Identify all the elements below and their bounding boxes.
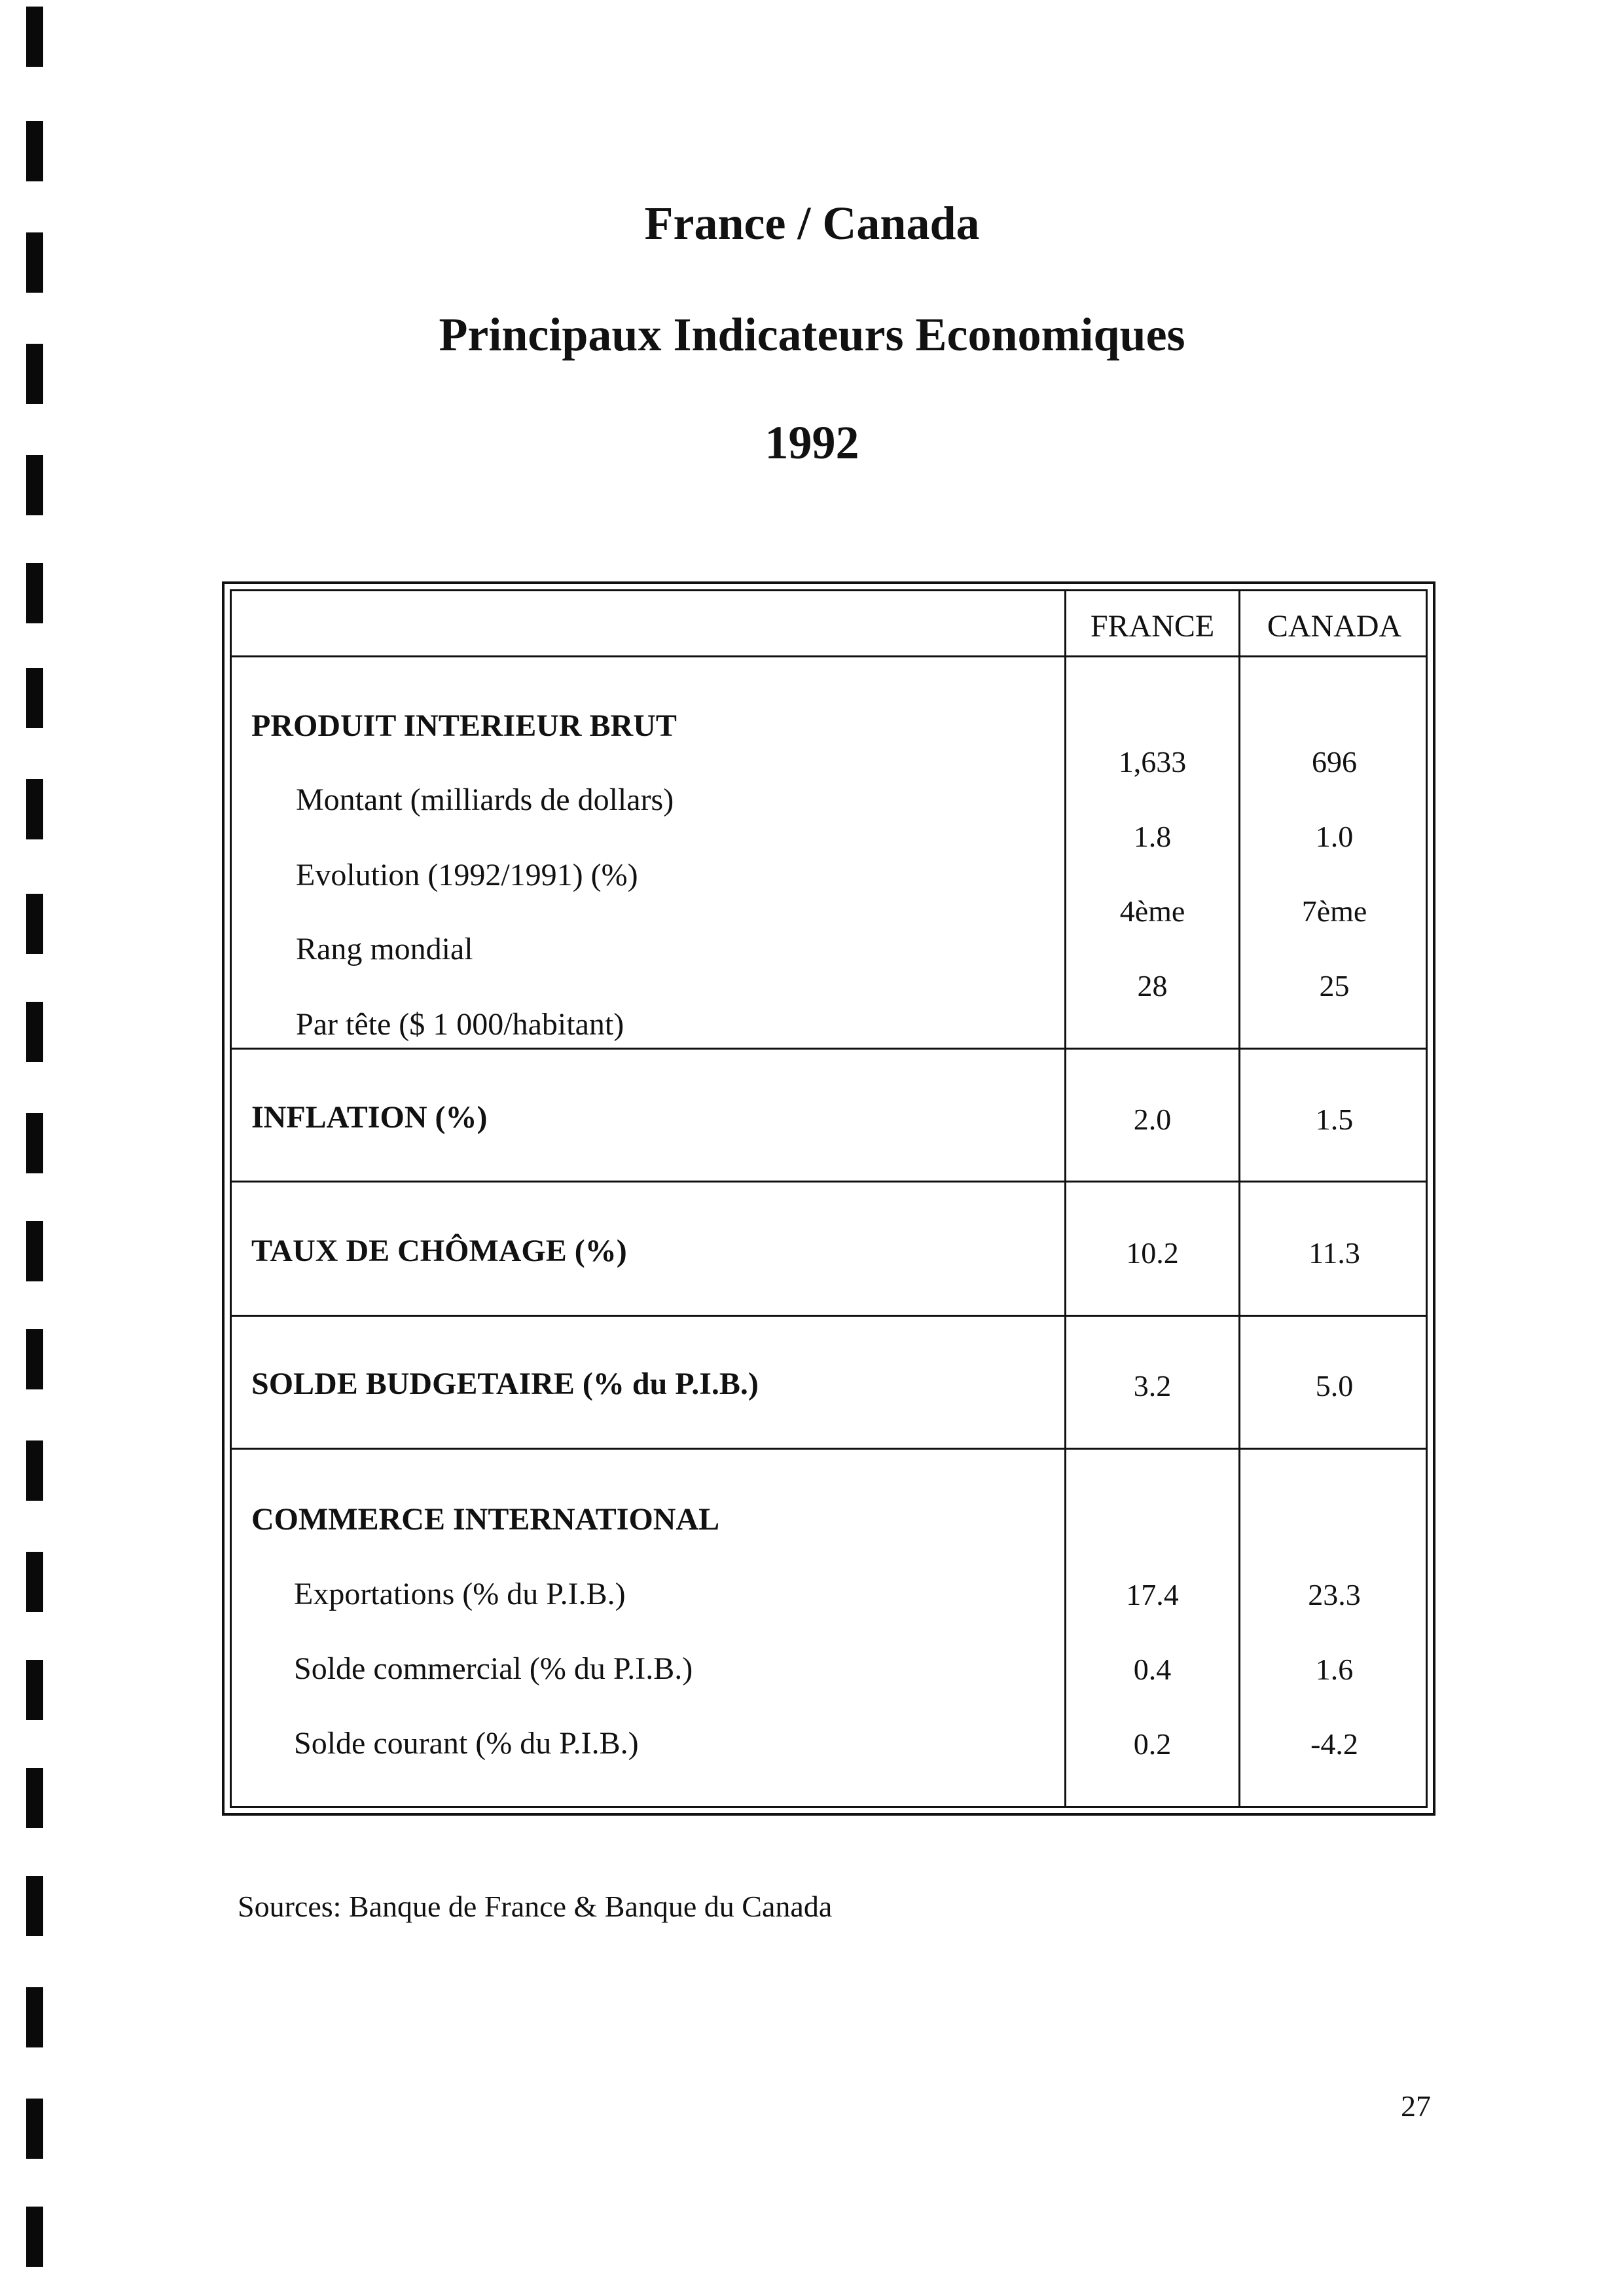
value-canada: -4.2 <box>1310 1727 1358 1761</box>
section-heading-inflation: INFLATION (%) <box>251 1100 488 1135</box>
value-france: 28 <box>1137 969 1168 1002</box>
row-label: Evolution (1992/1991) (%) <box>296 858 638 892</box>
value-canada: 5.0 <box>1315 1369 1354 1403</box>
binding-hole <box>26 1221 43 1281</box>
value-canada: 25 <box>1319 969 1350 1002</box>
binding-hole <box>26 1113 43 1173</box>
row-label: Solde courant (% du P.I.B.) <box>294 1726 639 1761</box>
binding-hole <box>26 1329 43 1389</box>
row-label: Rang mondial <box>296 932 473 966</box>
binding-hole <box>26 668 43 728</box>
binding-hole <box>26 1768 43 1828</box>
binding-hole <box>26 1987 43 2047</box>
page-year: 1992 <box>765 416 859 469</box>
indicators-table <box>222 581 1435 1816</box>
row-label: Exportations (% du P.I.B.) <box>294 1577 626 1611</box>
value-france: 0.4 <box>1133 1653 1172 1686</box>
binding-hole <box>26 1440 43 1501</box>
row-divider <box>232 1048 1426 1050</box>
page-number: 27 <box>1401 2089 1431 2123</box>
page-subtitle: Principaux Indicateurs Economiques <box>439 308 1185 361</box>
source-note: Sources: Banque de France & Banque du Canada <box>238 1890 833 1923</box>
row-divider <box>232 1315 1426 1317</box>
binding-hole <box>26 1876 43 1936</box>
value-canada: 1.6 <box>1315 1653 1354 1686</box>
value-france: 2.0 <box>1133 1103 1172 1136</box>
section-heading-budget: SOLDE BUDGETAIRE (% du P.I.B.) <box>251 1367 759 1401</box>
row-label: Solde commercial (% du P.I.B.) <box>294 1651 693 1686</box>
binding-hole <box>26 1552 43 1612</box>
value-france: 1,633 <box>1118 745 1187 779</box>
binding-hole <box>26 7 43 67</box>
binding-hole <box>26 2099 43 2159</box>
section-heading-commerce: COMMERCE INTERNATIONAL <box>251 1502 720 1537</box>
binding-hole <box>26 779 43 839</box>
value-canada: 7ème <box>1301 894 1367 928</box>
binding-hole <box>26 1660 43 1720</box>
value-france: 10.2 <box>1126 1236 1179 1270</box>
value-canada: 11.3 <box>1308 1236 1360 1270</box>
binding-hole <box>26 1002 43 1062</box>
section-heading-pib: PRODUIT INTERIEUR BRUT <box>251 708 677 743</box>
value-canada: 23.3 <box>1308 1578 1361 1611</box>
binding-hole <box>26 894 43 954</box>
section-heading-chomage: TAUX DE CHÔMAGE (%) <box>251 1234 627 1268</box>
page-title: France / Canada <box>644 197 980 249</box>
row-label: Montant (milliards de dollars) <box>296 782 674 817</box>
column-header-canada: CANADA <box>1267 609 1402 644</box>
column-header-france: FRANCE <box>1090 609 1215 644</box>
binding-hole <box>26 2207 43 2267</box>
value-france: 1.8 <box>1133 820 1172 853</box>
binding-hole <box>26 563 43 623</box>
value-france: 17.4 <box>1126 1578 1179 1611</box>
row-label: Par tête ($ 1 000/habitant) <box>296 1007 624 1042</box>
binding-hole <box>26 121 43 181</box>
row-divider <box>232 1448 1426 1450</box>
value-france: 3.2 <box>1133 1369 1172 1403</box>
row-divider <box>232 1181 1426 1183</box>
row-divider <box>232 655 1426 657</box>
indicators-table-inner <box>230 589 1428 1808</box>
value-france: 0.2 <box>1133 1727 1172 1761</box>
value-canada: 696 <box>1312 745 1357 779</box>
value-france: 4ème <box>1119 894 1185 928</box>
value-canada: 1.5 <box>1315 1103 1354 1136</box>
value-canada: 1.0 <box>1315 820 1354 853</box>
